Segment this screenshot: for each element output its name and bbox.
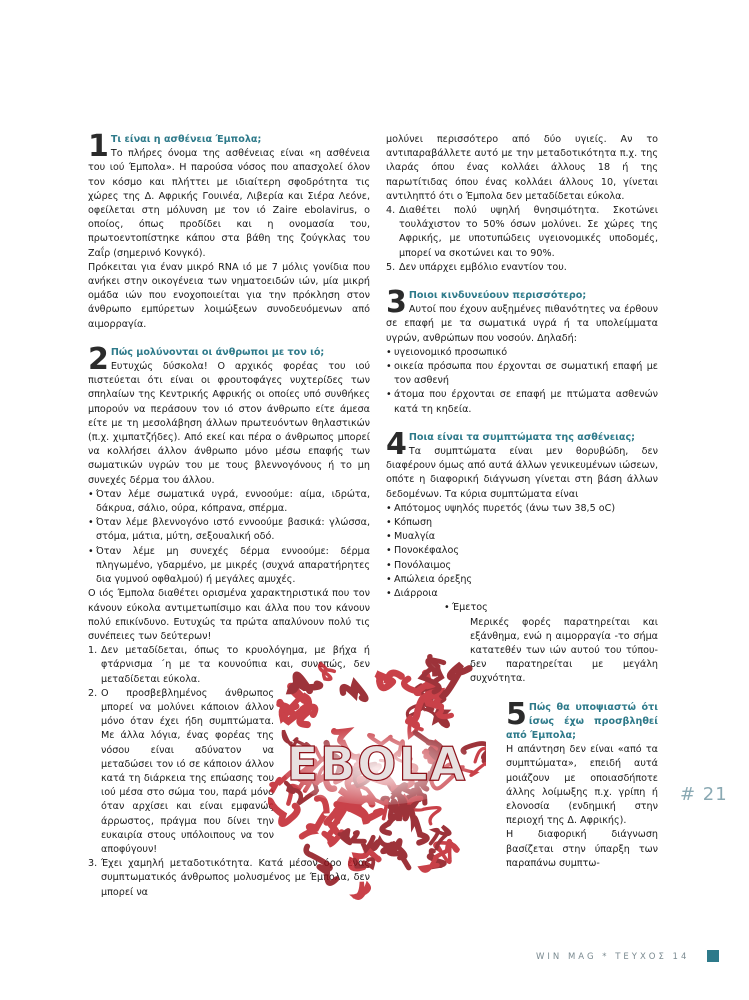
list-item: • Έμετος bbox=[444, 601, 658, 615]
section-title: Ποια είναι τα συμπτώματα της ασθένειας; bbox=[408, 431, 635, 443]
list-item: • Διάρροια bbox=[386, 587, 658, 601]
virus-strand bbox=[306, 846, 336, 883]
list-item: • Πονοκέφαλος bbox=[386, 544, 658, 558]
virus-strand bbox=[320, 664, 335, 680]
list-text: Έχει χαμηλή μεταδοτικότητα. Κατά μέσον όρο ένας συμπτωματικός άνθρωπος μολυσμένος με Έμπολα, δεν μπορεί να bbox=[101, 858, 370, 898]
list-text: Δεν μεταδίδεται, όπως το κρυολόγημα, με βήχα ή φτάρνισμα ´η με τα κουνούπια και, συνεπώς, δεν μεταδίδεται εύκολα. bbox=[101, 645, 370, 685]
list-item: • υγειονομικό προσωπικό bbox=[386, 346, 658, 360]
section-number: 3 bbox=[386, 285, 407, 321]
list-number: 5. bbox=[386, 261, 396, 273]
list-number: 3. bbox=[88, 858, 98, 870]
paragraph: Το πλήρες όνομα της ασθένειας είναι «η ασθένεια του ιού Έμπολα». Η παρούσα νόσος που απασχολεί όλον τον κόσμο και πλήττει με ιδιαίτερη σφοδρότητα τις χώρες της Δ. Αφρικής Γουινέα, Λιβερία και Σιέρα Λεόνε, οφείλεται στη μόλυνση με τον ιό Zaire ebolavirus, ο οποίος, όπως προδίδει και η ονομασία του, πρωτοεντοπίστηκε κάπου στα βάθη της ζούγκλας του Ζαΐρ (σημερινό Κονγκό). bbox=[88, 148, 370, 259]
virus-strand bbox=[355, 859, 374, 867]
list-item: • Απώλεια όρεξης bbox=[386, 573, 658, 587]
virus-strand bbox=[354, 882, 368, 898]
paragraph: Ευτυχώς δύσκολα! Ο αρχικός φορέας του ιού πιστεύεται ότι είναι οι φρουτοφάγες νυχτερίδες των σπηλαίων της Κεντρικής Αφρικής οι οποίες υπό συνθήκες μπορούν να περάσουν τον ιό στον άνθρωπο είτε άμεσα είτε με τη μεσολάβηση άλλων πρωτευόντων θηλαστικών (π.χ. χιμπατζήδες). Από εκεί και πέρα ο άνθρωπος μπορεί να κολλήσει άλλον άνθρωπο μόνο μέσω επαφής των σωματικών υγρών του με τους βλεννογόνους ή το μη συνεχές δέρμα του άλλου. bbox=[88, 361, 370, 486]
list-item: • οικεία πρόσωπα που έρχονται σε σωματική επαφή με τον ασθενή bbox=[386, 360, 658, 388]
section-1 bbox=[88, 129, 370, 332]
list-item: • Απότομος υψηλός πυρετός (άνω των 38,5 oC) bbox=[386, 502, 658, 516]
list-item bbox=[386, 204, 658, 261]
virus-strand bbox=[268, 800, 297, 823]
list-item: • Κόπωση bbox=[386, 516, 658, 530]
bullet-list bbox=[88, 488, 370, 587]
list-item: • Όταν λέμε σωματικά υγρά, εννοούμε: αίμα, ιδρώτα, δάκρυα, σάλιο, ούρα, κόπρανα, σπέρμα. bbox=[88, 488, 370, 516]
paragraph: Αυτοί που έχουν αυξημένες πιθανότητες να έρθουν σε επαφή με τα σωματικά υγρά ή τα υπολείμματα υγρών, ανθρώπων που νοσούν. Δηλαδή: bbox=[386, 304, 658, 344]
section-number: 4 bbox=[386, 426, 407, 462]
section-number: 2 bbox=[88, 341, 109, 377]
paragraph: μολύνει περισσότερο από δύο υγιείς. Αν το αντιπαραβάλλετε αυτό με την μεταδοτικότητα π.χ. της ιλαράς όπου ένας κολλάει άλλους 18 ή της παρωτίτιδας όπου ένας κολλάει άλλους 10, γίνεται αντιληπτό ότι ο Έμπολα δεν μεταδίδεται εύκολα. bbox=[386, 134, 658, 202]
footer-text: WIN MAG * ΤΕΥΧΟΣ 14 bbox=[536, 952, 690, 962]
virus-strand bbox=[290, 675, 320, 691]
list-item: • Πονόλαιμος bbox=[386, 559, 658, 573]
section-number: 5 bbox=[506, 696, 527, 732]
page-number: # 21 bbox=[680, 784, 728, 805]
section-title: Ποιοι κινδυνεύουν περισσότερο; bbox=[408, 290, 587, 302]
list-item: • Μυαλγία bbox=[386, 530, 658, 544]
list-item: • άτομα που έρχονται σε επαφή με πτώματα ασθενών κατά τη κηδεία. bbox=[386, 388, 658, 416]
section-title: Τι είναι η ασθένεια Έμπολα; bbox=[110, 134, 262, 145]
bullet-list bbox=[386, 346, 658, 417]
virus-strand bbox=[302, 798, 327, 836]
list-text: Διαθέτει πολύ υψηλή θνησιμότητα. Σκοτώνει τουλάχιστον το 50% όσων μολύνει. Σε χώρες της Αφρικής, με υποτυπώδεις υγειονομικές υποδομές, μπορεί να σκοτώνει και το 90%. bbox=[399, 205, 658, 259]
list-text: Ο προσβεβλημένος άνθρωπος μπορεί να μολύνει κάποιον άλλον μόνο όταν έχει ήδη συμπτώματα. Με άλλα λόγια, ένας φορέας της νόσου είναι αδύνατον να μεταδώσει τον ιό σε κάποιον άλλον κατά τη διάρκεια της επώασης του ιού μέσα στο σώμα του, παρά μόνο όταν αρχίσει και είναι εμφανώς άρρωστος, πράγμα που δίνει την ευκαιρία στους υπόλοιπους να τον αποφύγουν! bbox=[101, 687, 274, 855]
list-number: 2. bbox=[88, 687, 98, 699]
list-text: Δεν υπάρχει εμβόλιο εναντίον του. bbox=[399, 261, 567, 273]
virus-strand bbox=[352, 833, 373, 850]
paragraph: Η απάντηση δεν είναι «από τα συμπτώματα», επειδή αυτά μοιάζουν με οποιασδήποτε άλλης λοίμωξης π.χ. γρίπη ή ελονοσία (ενδημική στην περιοχή της Δ. Αφρικής). bbox=[506, 744, 658, 827]
paragraph: Ο ιός Έμπολα διαθέτει ορισμένα χαρακτηριστικά που τον κάνουν εύκολα αντιμετωπίσιμο και άλλα που τον κάνουν πολύ επικίνδυνο. Ευτυχώς τα πρώτα απαλύνουν πολύ τις συνέπειες των δεύτερων! bbox=[88, 588, 370, 642]
virus-strand bbox=[376, 673, 401, 688]
list-number: 4. bbox=[386, 205, 396, 217]
paragraph: Πρόκειται για έναν μικρό RNA ιό με 7 μόλις γονίδια που ανήκει στην οικογένεια των νηματοειδών ιών, μία μικρή ομάδα ιών που ενοχοποιείται για την πρόκληση στον άνθρωπο εμπύρετων λοιμώξεων συνοδευόμενων από αιμορραγία. bbox=[88, 261, 370, 330]
footer-square bbox=[707, 950, 719, 962]
section-title: Πώς θα υποψιαστώ ότι ίσως έχω προσβληθεί από Έμπολα; bbox=[506, 701, 658, 741]
list-item bbox=[386, 261, 658, 275]
list-item: • Όταν λέμε μη συνεχές δέρμα εννοούμε: δέρμα πληγωμένο, γδαρμένο, με μικρές (συχνά απαρατήρητες δια γυμνού οφθαλμού) ή μεγάλες αμυχές. bbox=[88, 545, 370, 588]
section-3 bbox=[386, 285, 658, 417]
paragraph: Μερικές φορές παρατηρείται και εξάνθημα, ενώ η αιμορραγία -το σήμα κατατεθέν των ιών αυτού του τύπου- δεν παρατηρείται με μεγάλη συχνότητα. bbox=[470, 616, 658, 685]
list-item: • Όταν λέμε βλεννογόνο ιστό εννοούμε βασικά: γλώσσα, στόμα, μάτια, μύτη, σεξουαλική οδό. bbox=[88, 516, 370, 544]
numbered-list bbox=[386, 204, 658, 275]
virus-strand bbox=[343, 683, 366, 699]
paragraph: Η διαφορική διάγνωση βασίζεται στην ύπαρξη των παραπάνω συμπτω- bbox=[506, 829, 658, 869]
list-number: 1. bbox=[88, 645, 98, 657]
section-title: Πώς μολύνονται οι άνθρωποι με τον ιό; bbox=[110, 346, 325, 358]
section-number: 1 bbox=[88, 129, 109, 164]
ebola-label: EBOLA bbox=[286, 737, 468, 791]
ebola-virus-image bbox=[268, 590, 486, 960]
paragraph: Τα συμπτώματα είναι μεν θορυβώδη, δεν διαφέρουν όμως από αυτά άλλων γενικευμένων ιώσεων, οπότε η διαφορική διάγνωση γίνεται στη βάση άλλων δεδομένων. Τα κύρια συμπτώματα είναι bbox=[386, 446, 658, 500]
